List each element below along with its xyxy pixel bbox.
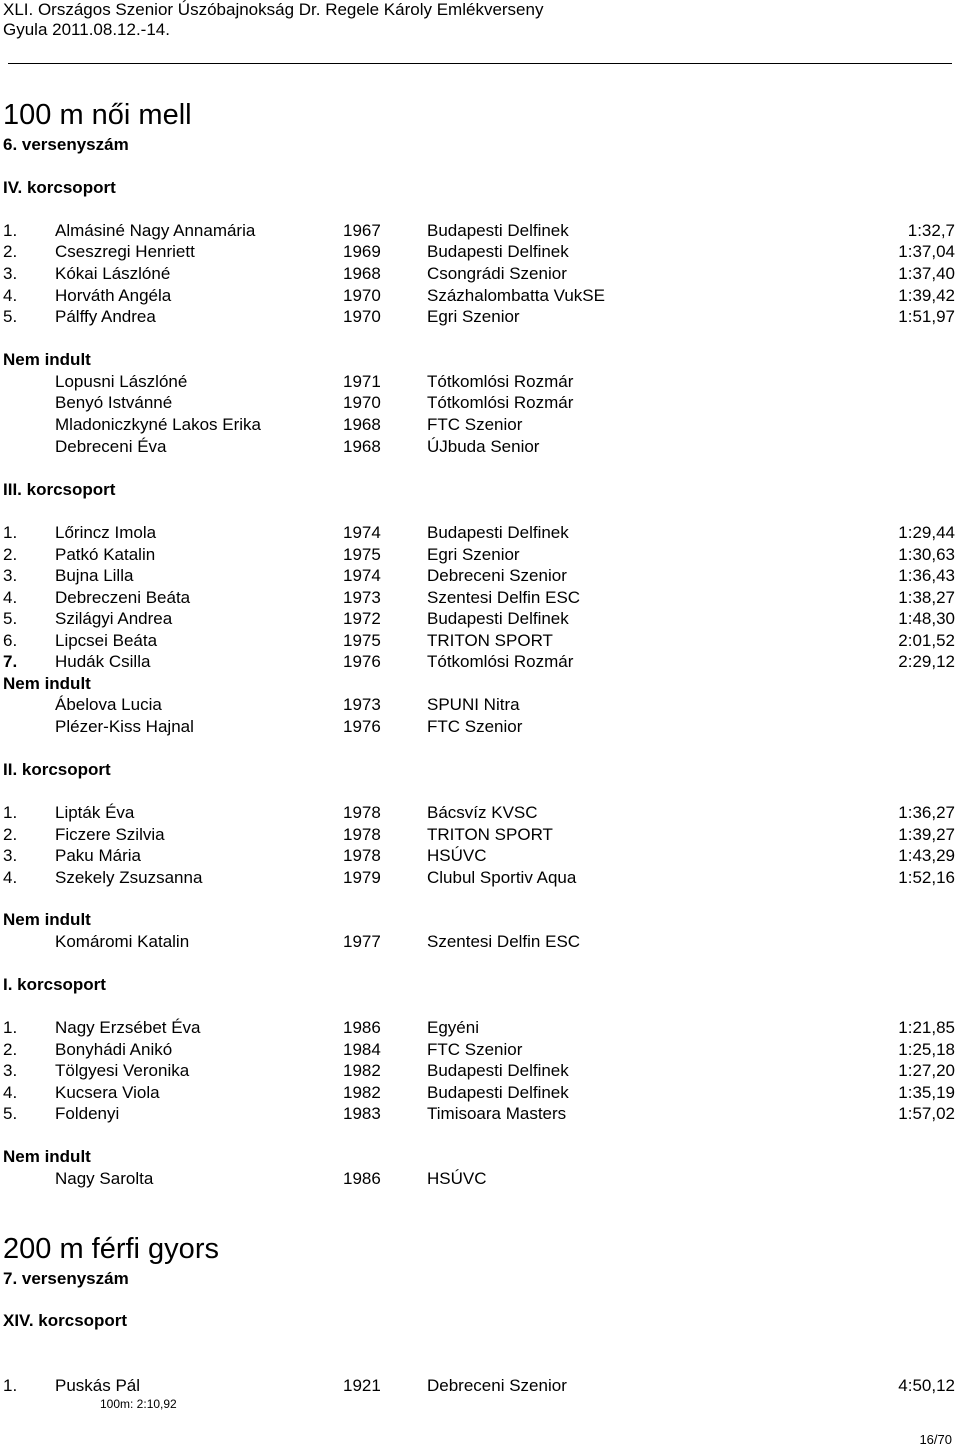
club: Timisoara Masters	[427, 1104, 567, 1123]
club: Bácsvíz KVSC	[427, 803, 538, 822]
rank: 1.	[3, 803, 18, 822]
age-group-heading: II. korcsoport	[3, 760, 111, 779]
club: Tótkomlósi Rozmár	[427, 652, 574, 671]
result-time: 1:27,20	[898, 1061, 955, 1080]
rank: 4.	[3, 868, 18, 887]
swimmer-name: Benyó Istvánné	[55, 393, 173, 412]
club: FTC Szenior	[427, 415, 523, 434]
result-row	[0, 523, 960, 545]
split-time: 100m: 2:10,92	[100, 1397, 177, 1411]
birth-year: 1971	[343, 372, 381, 391]
rank: 7.	[3, 652, 18, 671]
result-row	[0, 221, 960, 243]
dns-row	[0, 717, 960, 739]
birth-year: 1972	[343, 609, 381, 628]
swimmer-name: Bonyhádi Anikó	[55, 1040, 173, 1059]
swimmer-name: Pálffy Andrea	[55, 307, 156, 326]
rank: 1.	[3, 523, 18, 542]
result-time: 1:36,27	[898, 803, 955, 822]
dns-row	[0, 932, 960, 954]
dns-row	[0, 393, 960, 415]
birth-year: 1978	[343, 825, 381, 844]
birth-year: 1970	[343, 307, 381, 326]
did-not-start-heading: Nem indult	[3, 350, 91, 369]
club: HSÚVC	[427, 846, 487, 865]
header-divider	[8, 63, 952, 64]
result-time: 1:35,19	[898, 1083, 955, 1102]
result-row	[0, 1040, 960, 1062]
rank: 2.	[3, 825, 18, 844]
birth-year: 1983	[343, 1104, 381, 1123]
club: Szentesi Delfin ESC	[427, 932, 581, 951]
page-number: 16/70	[919, 1432, 952, 1447]
club: Tótkomlósi Rozmár	[427, 393, 574, 412]
swimmer-name: Cseszregi Henriett	[55, 242, 195, 261]
did-not-start-heading: Nem indult	[3, 1147, 91, 1166]
event-title: 100 m női mell	[3, 99, 192, 131]
rank: 3.	[3, 566, 18, 585]
birth-year: 1978	[343, 846, 381, 865]
header-title: XLI. Országos Szenior Úszóbajnokság Dr. Regele Károly Emlékverseny	[3, 0, 544, 19]
age-group-heading: IV. korcsoport	[3, 178, 116, 197]
header-subtitle: Gyula 2011.08.12.-14.	[3, 20, 170, 39]
birth-year: 1974	[343, 566, 381, 585]
club: Szentesi Delfin ESC	[427, 588, 581, 607]
dns-row	[0, 695, 960, 717]
rank: 2.	[3, 1040, 18, 1059]
age-group-heading: XIV. korcsoport	[3, 1311, 128, 1330]
result-time: 1:48,30	[898, 609, 955, 628]
swimmer-name: Kucsera Viola	[55, 1083, 160, 1102]
birth-year: 1976	[343, 652, 381, 671]
swimmer-name: Komáromi Katalin	[55, 932, 190, 951]
rank: 4.	[3, 1083, 18, 1102]
birth-year: 1984	[343, 1040, 381, 1059]
club: Debreceni Szenior	[427, 1376, 567, 1395]
club: Csongrádi Szenior	[427, 264, 567, 283]
swimmer-name: Ficzere Szilvia	[55, 825, 165, 844]
birth-year: 1976	[343, 717, 381, 736]
result-row	[0, 1104, 960, 1126]
swimmer-name: Lipcsei Beáta	[55, 631, 158, 650]
result-row	[0, 545, 960, 567]
club: Budapesti Delfinek	[427, 1083, 569, 1102]
birth-year: 1969	[343, 242, 381, 261]
swimmer-name: Mladoniczkyné Lakos Erika	[55, 415, 261, 434]
swimmer-name: Bujna Lilla	[55, 566, 134, 585]
club: Budapesti Delfinek	[427, 523, 569, 542]
result-time: 1:30,63	[898, 545, 955, 564]
swimmer-name: Plézer-Kiss Hajnal	[55, 717, 194, 736]
birth-year: 1986	[343, 1169, 381, 1188]
birth-year: 1977	[343, 932, 381, 951]
rank: 3.	[3, 264, 18, 283]
swimmer-name: Ábelova Lucia	[55, 695, 162, 714]
result-time: 1:38,27	[898, 588, 955, 607]
club: Budapesti Delfinek	[427, 221, 569, 240]
result-row	[0, 1376, 960, 1398]
result-time: 1:39,27	[898, 825, 955, 844]
rank: 2.	[3, 545, 18, 564]
club: ÚJbuda Senior	[427, 437, 540, 456]
swimmer-name: Nagy Sarolta	[55, 1169, 154, 1188]
club: HSÚVC	[427, 1169, 487, 1188]
swimmer-name: Tölgyesi Veronika	[55, 1061, 190, 1080]
rank: 1.	[3, 1018, 18, 1037]
club: SPUNI Nitra	[427, 695, 520, 714]
result-row	[0, 803, 960, 825]
swimmer-name: Puskás Pál	[55, 1376, 141, 1395]
age-group-heading: I. korcsoport	[3, 975, 106, 994]
result-time: 1:43,29	[898, 846, 955, 865]
result-time: 1:57,02	[898, 1104, 955, 1123]
club: FTC Szenior	[427, 1040, 523, 1059]
club: Budapesti Delfinek	[427, 1061, 569, 1080]
result-time: 1:51,97	[898, 307, 955, 326]
result-row	[0, 631, 960, 653]
result-time: 1:37,04	[898, 242, 955, 261]
club: Debreceni Szenior	[427, 566, 567, 585]
swimmer-name: Debreceni Éva	[55, 437, 167, 456]
result-time: 1:37,40	[898, 264, 955, 283]
age-group-heading: III. korcsoport	[3, 480, 116, 499]
result-row	[0, 1061, 960, 1083]
club: FTC Szenior	[427, 717, 523, 736]
result-row	[0, 1018, 960, 1040]
result-time: 1:52,16	[898, 868, 955, 887]
club: Budapesti Delfinek	[427, 242, 569, 261]
rank: 5.	[3, 1104, 18, 1123]
swimmer-name: Paku Mária	[55, 846, 141, 865]
result-row	[0, 868, 960, 890]
swimmer-name: Lőrincz Imola	[55, 523, 157, 542]
rank: 1.	[3, 221, 18, 240]
club: Egri Szenior	[427, 307, 520, 326]
result-row	[0, 286, 960, 308]
result-time: 1:29,44	[898, 523, 955, 542]
birth-year: 1982	[343, 1061, 381, 1080]
rank: 3.	[3, 846, 18, 865]
event-number: 7. versenyszám	[3, 1269, 129, 1288]
result-time: 2:29,12	[898, 652, 955, 671]
dns-row	[0, 372, 960, 394]
birth-year: 1982	[343, 1083, 381, 1102]
result-row	[0, 609, 960, 631]
birth-year: 1970	[343, 393, 381, 412]
swimmer-name: Szilágyi Andrea	[55, 609, 173, 628]
birth-year: 1973	[343, 588, 381, 607]
club: Clubul Sportiv Aqua	[427, 868, 577, 887]
event-title: 200 m férfi gyors	[3, 1233, 219, 1265]
swimmer-name: Patkó Katalin	[55, 545, 156, 564]
did-not-start-heading: Nem indult	[3, 674, 91, 693]
club: Százhalombatta VukSE	[427, 286, 605, 305]
birth-year: 1921	[343, 1376, 381, 1395]
birth-year: 1979	[343, 868, 381, 887]
result-row	[0, 1083, 960, 1105]
rank: 1.	[3, 1376, 18, 1395]
swimmer-name: Szekely Zsuzsanna	[55, 868, 203, 887]
rank: 5.	[3, 307, 18, 326]
swimmer-name: Foldenyi	[55, 1104, 120, 1123]
club: Egyéni	[427, 1018, 479, 1037]
club: Tótkomlósi Rozmár	[427, 372, 574, 391]
event-number: 6. versenyszám	[3, 135, 129, 154]
birth-year: 1975	[343, 545, 381, 564]
result-time: 1:25,18	[898, 1040, 955, 1059]
dns-row	[0, 415, 960, 437]
result-time: 1:39,42	[898, 286, 955, 305]
result-row	[0, 588, 960, 610]
result-row	[0, 307, 960, 329]
birth-year: 1968	[343, 415, 381, 434]
result-time: 1:36,43	[898, 566, 955, 585]
club: TRITON SPORT	[427, 631, 553, 650]
result-time: 1:21,85	[898, 1018, 955, 1037]
birth-year: 1975	[343, 631, 381, 650]
swimmer-name: Nagy Erzsébet Éva	[55, 1018, 201, 1037]
result-row	[0, 264, 960, 286]
swimmer-name: Lipták Éva	[55, 803, 135, 822]
rank: 4.	[3, 588, 18, 607]
result-time: 4:50,12	[898, 1376, 955, 1395]
club: TRITON SPORT	[427, 825, 553, 844]
rank: 4.	[3, 286, 18, 305]
rank: 2.	[3, 242, 18, 261]
birth-year: 1968	[343, 264, 381, 283]
swimmer-name: Horváth Angéla	[55, 286, 172, 305]
swimmer-name: Lopusni Lászlóné	[55, 372, 188, 391]
result-time: 1:32,7	[907, 221, 955, 240]
did-not-start-heading: Nem indult	[3, 910, 91, 929]
club: Egri Szenior	[427, 545, 520, 564]
birth-year: 1967	[343, 221, 381, 240]
result-row	[0, 566, 960, 588]
birth-year: 1978	[343, 803, 381, 822]
dns-row	[0, 437, 960, 459]
birth-year: 1968	[343, 437, 381, 456]
swimmer-name: Almásiné Nagy Annamária	[55, 221, 256, 240]
result-row	[0, 825, 960, 847]
dns-row	[0, 1169, 960, 1191]
swimmer-name: Kókai Lászlóné	[55, 264, 171, 283]
swimmer-name: Hudák Csilla	[55, 652, 151, 671]
result-row	[0, 652, 960, 674]
swimmer-name: Debreczeni Beáta	[55, 588, 191, 607]
birth-year: 1973	[343, 695, 381, 714]
birth-year: 1986	[343, 1018, 381, 1037]
birth-year: 1970	[343, 286, 381, 305]
result-time: 2:01,52	[898, 631, 955, 650]
birth-year: 1974	[343, 523, 381, 542]
rank: 6.	[3, 631, 18, 650]
result-row	[0, 846, 960, 868]
rank: 3.	[3, 1061, 18, 1080]
club: Budapesti Delfinek	[427, 609, 569, 628]
rank: 5.	[3, 609, 18, 628]
result-row	[0, 242, 960, 264]
